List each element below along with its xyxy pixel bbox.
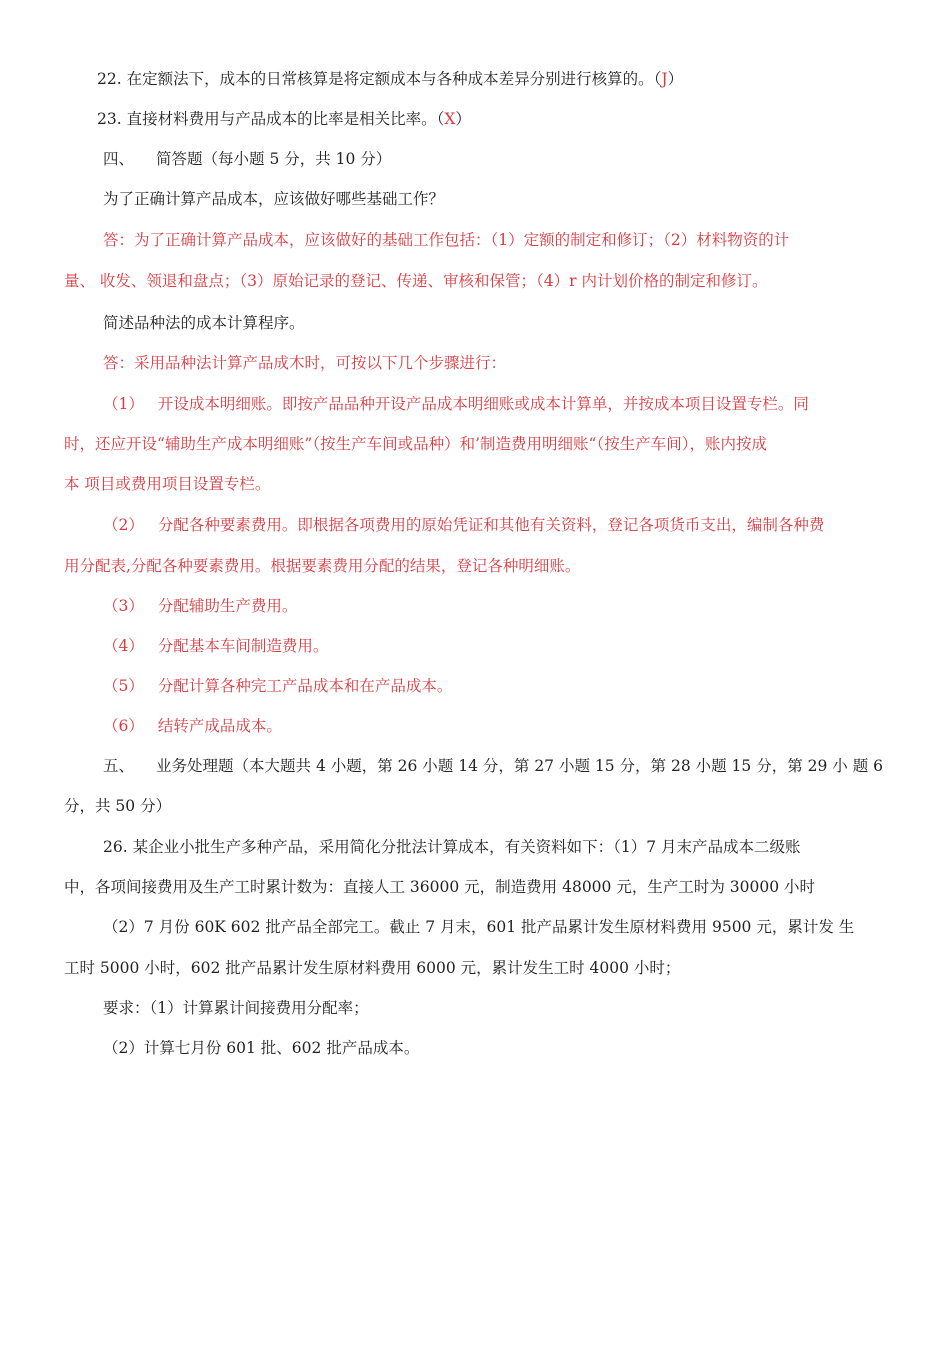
short-answer-2-intro: 答：采用品种法计算产品成木时，可按以下几个步骤进行： [103, 354, 507, 372]
question-26-requirement: 要求：（1）计算累计间接费用分配率； [103, 999, 369, 1017]
section-5-number: 五、 [103, 757, 135, 775]
step-5-text: 分配计算各种完工产品成本和在产品成本。 [157, 677, 453, 695]
answer-mark-23: X [444, 110, 456, 128]
section-5-heading-cont: 分，共 50 分） [64, 797, 172, 815]
step-2-number: （2） [103, 516, 144, 534]
question-26-line-4: 工时 5000 小时，602 批产品累计发生原材料费用 6000 元，累计发生工时 4000 小时； [64, 959, 681, 977]
section-4-number: 四、 [103, 150, 135, 168]
short-question-2: 简述品种法的成本计算程序。 [103, 314, 305, 332]
section-5-heading [103, 755, 883, 777]
step-5-number: （5） [103, 677, 144, 695]
step-1-line-1 [103, 393, 809, 415]
question-26-line-2: 中，各项间接费用及生产工时累计数为：直接人工 36000 元，制造费用 48000 元，生产工时为 30000 小时 [64, 878, 815, 896]
step-6 [103, 715, 282, 737]
answer-mark-22: J [661, 70, 668, 88]
step-1-line-3: 本 项目或费用项目设置专栏。 [64, 475, 271, 493]
question-26-requirement-2: （2）计算七月份 601 批、602 批产品成本。 [103, 1039, 420, 1057]
step-6-number: （6） [103, 717, 144, 735]
short-answer-1-line-2: 量、 收发、领退和盘点；（3）原始记录的登记、传递、审核和保管；（4）r 内计划价格的制定和修订。 [64, 272, 768, 290]
question-26-line-1: 26. 某企业小批生产多种产品，采用简化分批法计算成本，有关资料如下：（1）7 月末产品成本二级账 [103, 838, 801, 856]
step-1-text: 开设成本明细账。即按产品品种开设产品成本明细账或成本计算单，并按成本项目设置专栏。同 [157, 395, 809, 413]
step-1-line-2: 时，还应开设“辅助生产成本明细账”（按生产车间或品种）和’制造费用明细账“（按生产车间），账内按成 [64, 435, 767, 453]
step-6-text: 结转产成品成本。 [157, 717, 282, 735]
step-4-number: （4） [103, 637, 144, 655]
question-22-close: ） [667, 70, 684, 88]
step-1-number: （1） [103, 395, 144, 413]
question-23 [97, 108, 471, 130]
step-3 [103, 595, 297, 617]
section-4-title: 简答题（每小题 5 分，共 10 分） [156, 150, 392, 168]
section-5-title: 业务处理题（本大题共 4 小题，第 26 小题 14 分，第 27 小题 15 分，第 28 小题 15 分，第 29 小 题 6 [156, 757, 883, 775]
short-question-1: 为了正确计算产品成本，应该做好哪些基础工作？ [103, 190, 445, 208]
question-22-text: 22. 在定额法下，成本的日常核算是将定额成本与各种成本差异分别进行核算的。（ [97, 70, 662, 88]
question-23-text: 23. 直接材料费用与产品成本的比率是相关比率。（ [97, 110, 445, 128]
short-answer-1-line-1: 答：为了正确计算产品成本，应该做好的基础工作包括：（1）定额的制定和修订；（2）材料物资的计 [103, 231, 790, 249]
step-3-text: 分配辅助生产费用。 [157, 597, 298, 615]
question-22 [97, 68, 683, 90]
step-4 [103, 635, 328, 657]
step-5 [103, 675, 452, 697]
step-2-text: 分配各种要素费用。即根据各项费用的原始凭证和其他有关资料，登记各项货币支出，编制各种费 [157, 516, 825, 534]
step-4-text: 分配基本车间制造费用。 [157, 637, 329, 655]
section-4-heading [103, 148, 391, 170]
step-3-number: （3） [103, 597, 144, 615]
step-2-line-1 [103, 514, 824, 536]
step-2-line-2: 用分配表,分配各种要素费用。根据要素费用分配的结果，登记各种明细账。 [64, 557, 581, 575]
question-26-line-3: （2）7 月份 60K 602 批产品全部完工。截止 7 月末，601 批产品累计发生原材料费用 9500 元，累计发 生 [103, 918, 855, 936]
question-23-close: ） [455, 110, 471, 128]
